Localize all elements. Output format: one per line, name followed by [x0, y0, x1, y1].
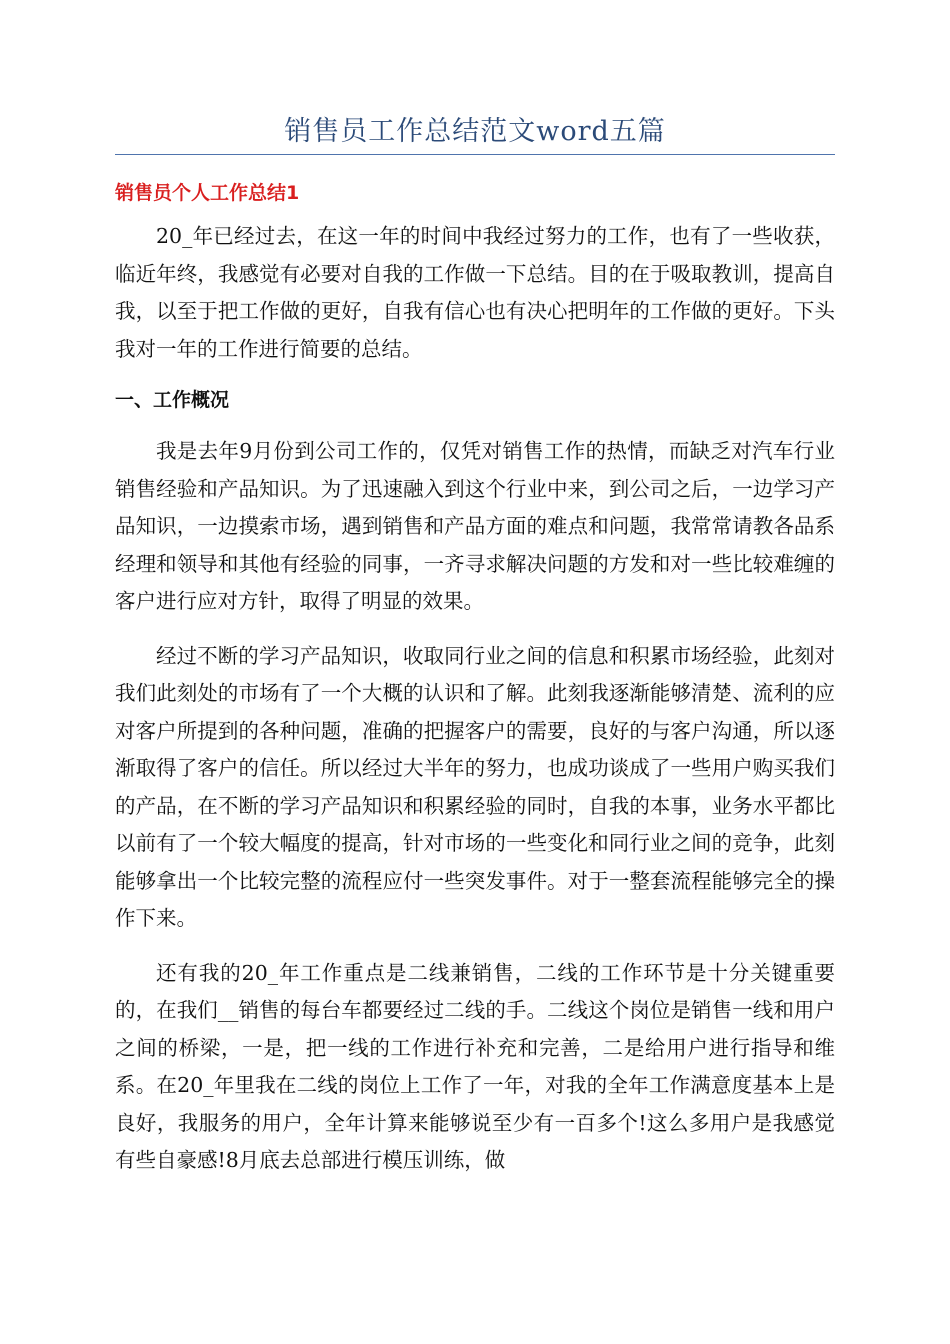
document-body	[115, 178, 835, 1197]
paragraph: 我是去年9月份到公司工作的，仅凭对销售工作的热情，而缺乏对汽车行业销售经验和产品知识。为了迅速融入到这个行业中来，到公司之后，一边学习产品知识，一边摸索市场，遇到销售和产品方面的难点和问题，我常常请教各品系经理和领导和其他有经验的同事，一齐寻求解决问题的方发和对一些比较难缠的客户进行应对方针，取得了明显的效果。	[115, 439, 835, 613]
document-title: 销售员工作总结范文word五篇	[284, 116, 666, 147]
paragraph: 20_年已经过去，在这一年的时间中我经过努力的工作，也有了一些收获，临近年终，我感觉有必要对自我的工作做一下总结。目的在于吸取教训，提高自我，以至于把工作做的更好，自我有信心也有决心把明年的工作做的更好。下头我对一年的工作进行简要的总结。	[115, 224, 835, 361]
section-heading: 一、工作概况	[115, 389, 230, 411]
paragraph: 还有我的20_年工作重点是二线兼销售，二线的工作环节是十分关键重要的，在我们__销售的每台车都要经过二线的手。二线这个岗位是销售一线和用户之间的桥梁，一是，把一线的工作进行补充和完善，二是给用户进行指导和维系。在20_年里我在二线的岗位上工作了一年，对我的全年工作满意度基本上是良好，我服务的用户，全年计算来能够说至少有一百多个!这么多用户是我感觉有些自豪感!8月底去总部进行模压训练，做	[115, 960, 835, 1172]
title-divider	[115, 154, 835, 155]
section-heading: 销售员个人工作总结1	[115, 182, 300, 204]
paragraph: 经过不断的学习产品知识，收取同行业之间的信息和积累市场经验，此刻对我们此刻处的市场有了一个大概的认识和了解。此刻我逐渐能够清楚、流利的应对客户所提到的各种问题，准确的把握客户的需要，良好的与客户沟通，所以逐渐取得了客户的信任。所以经过大半年的努力，也成功谈成了一些用户购买我们的产品，在不断的学习产品知识和积累经验的同时，自我的本事，业务水平都比以前有了一个较大幅度的提高，针对市场的一些变化和同行业之间的竞争，此刻能够拿出一个比较完整的流程应付一些突发事件。对于一整套流程能够完全的操作下来。	[115, 643, 835, 930]
